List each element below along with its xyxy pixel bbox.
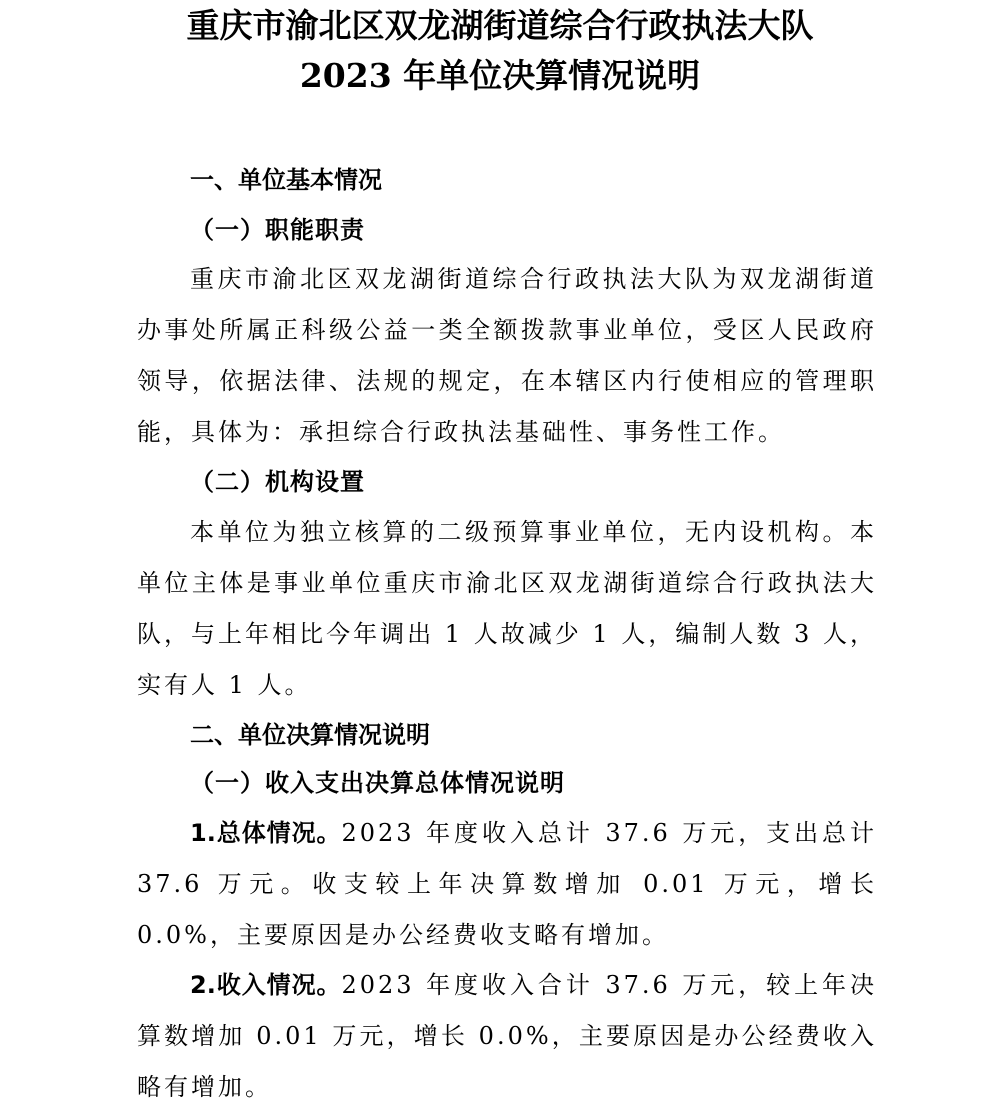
section2-item1-paragraph [137,808,877,961]
section1-sub2-paragraph: 本单位为独立核算的二级预算事业单位，无内设机构。本单位主体是事业单位重庆市渝北区双龙湖街道综合行政执法大队，与上年相比今年调出 1 人故减少 1 人，编制人数 3 人，实有人 1 人。 [137,518,877,699]
section1-sub2-heading: （二）机构设置 [190,467,365,496]
item1-lead: 1.总体情况。 [190,819,342,847]
section1-sub1-heading: （一）职能职责 [190,215,365,244]
section2-item2-paragraph [137,960,877,1113]
item2-text: 2023 年度收入合计 37.6 万元，较上年决算数增加 0.01 万元，增长 0.0%，主要原因是办公经费收入略有增加。 [137,971,877,1101]
item2-lead: 2.收入情况。 [190,971,342,999]
item1-text: 2023 年度收入总计 37.6 万元，支出总计 37.6 万元。收支较上年决算数增加 0.01 万元，增长 0.0%，主要原因是办公经费收支略有增加。 [137,819,877,949]
section1-heading: 一、单位基本情况 [190,166,382,194]
document-title-line2: 2023 年单位决算情况说明 [299,56,701,95]
section2-heading: 二、单位决算情况说明 [190,721,430,749]
document-title-line1: 重庆市渝北区双龙湖街道综合行政执法大队 [186,6,814,45]
section2-sub1-heading: （一）收入支出决算总体情况说明 [190,768,565,797]
section1-sub1-paragraph: 重庆市渝北区双龙湖街道综合行政执法大队为双龙湖街道办事处所属正科级公益一类全额拨款事业单位，受区人民政府领导，依据法律、法规的规定，在本辖区内行使相应的管理职能，具体为：承担综合行政执法基础性、事务性工作。 [137,265,877,446]
